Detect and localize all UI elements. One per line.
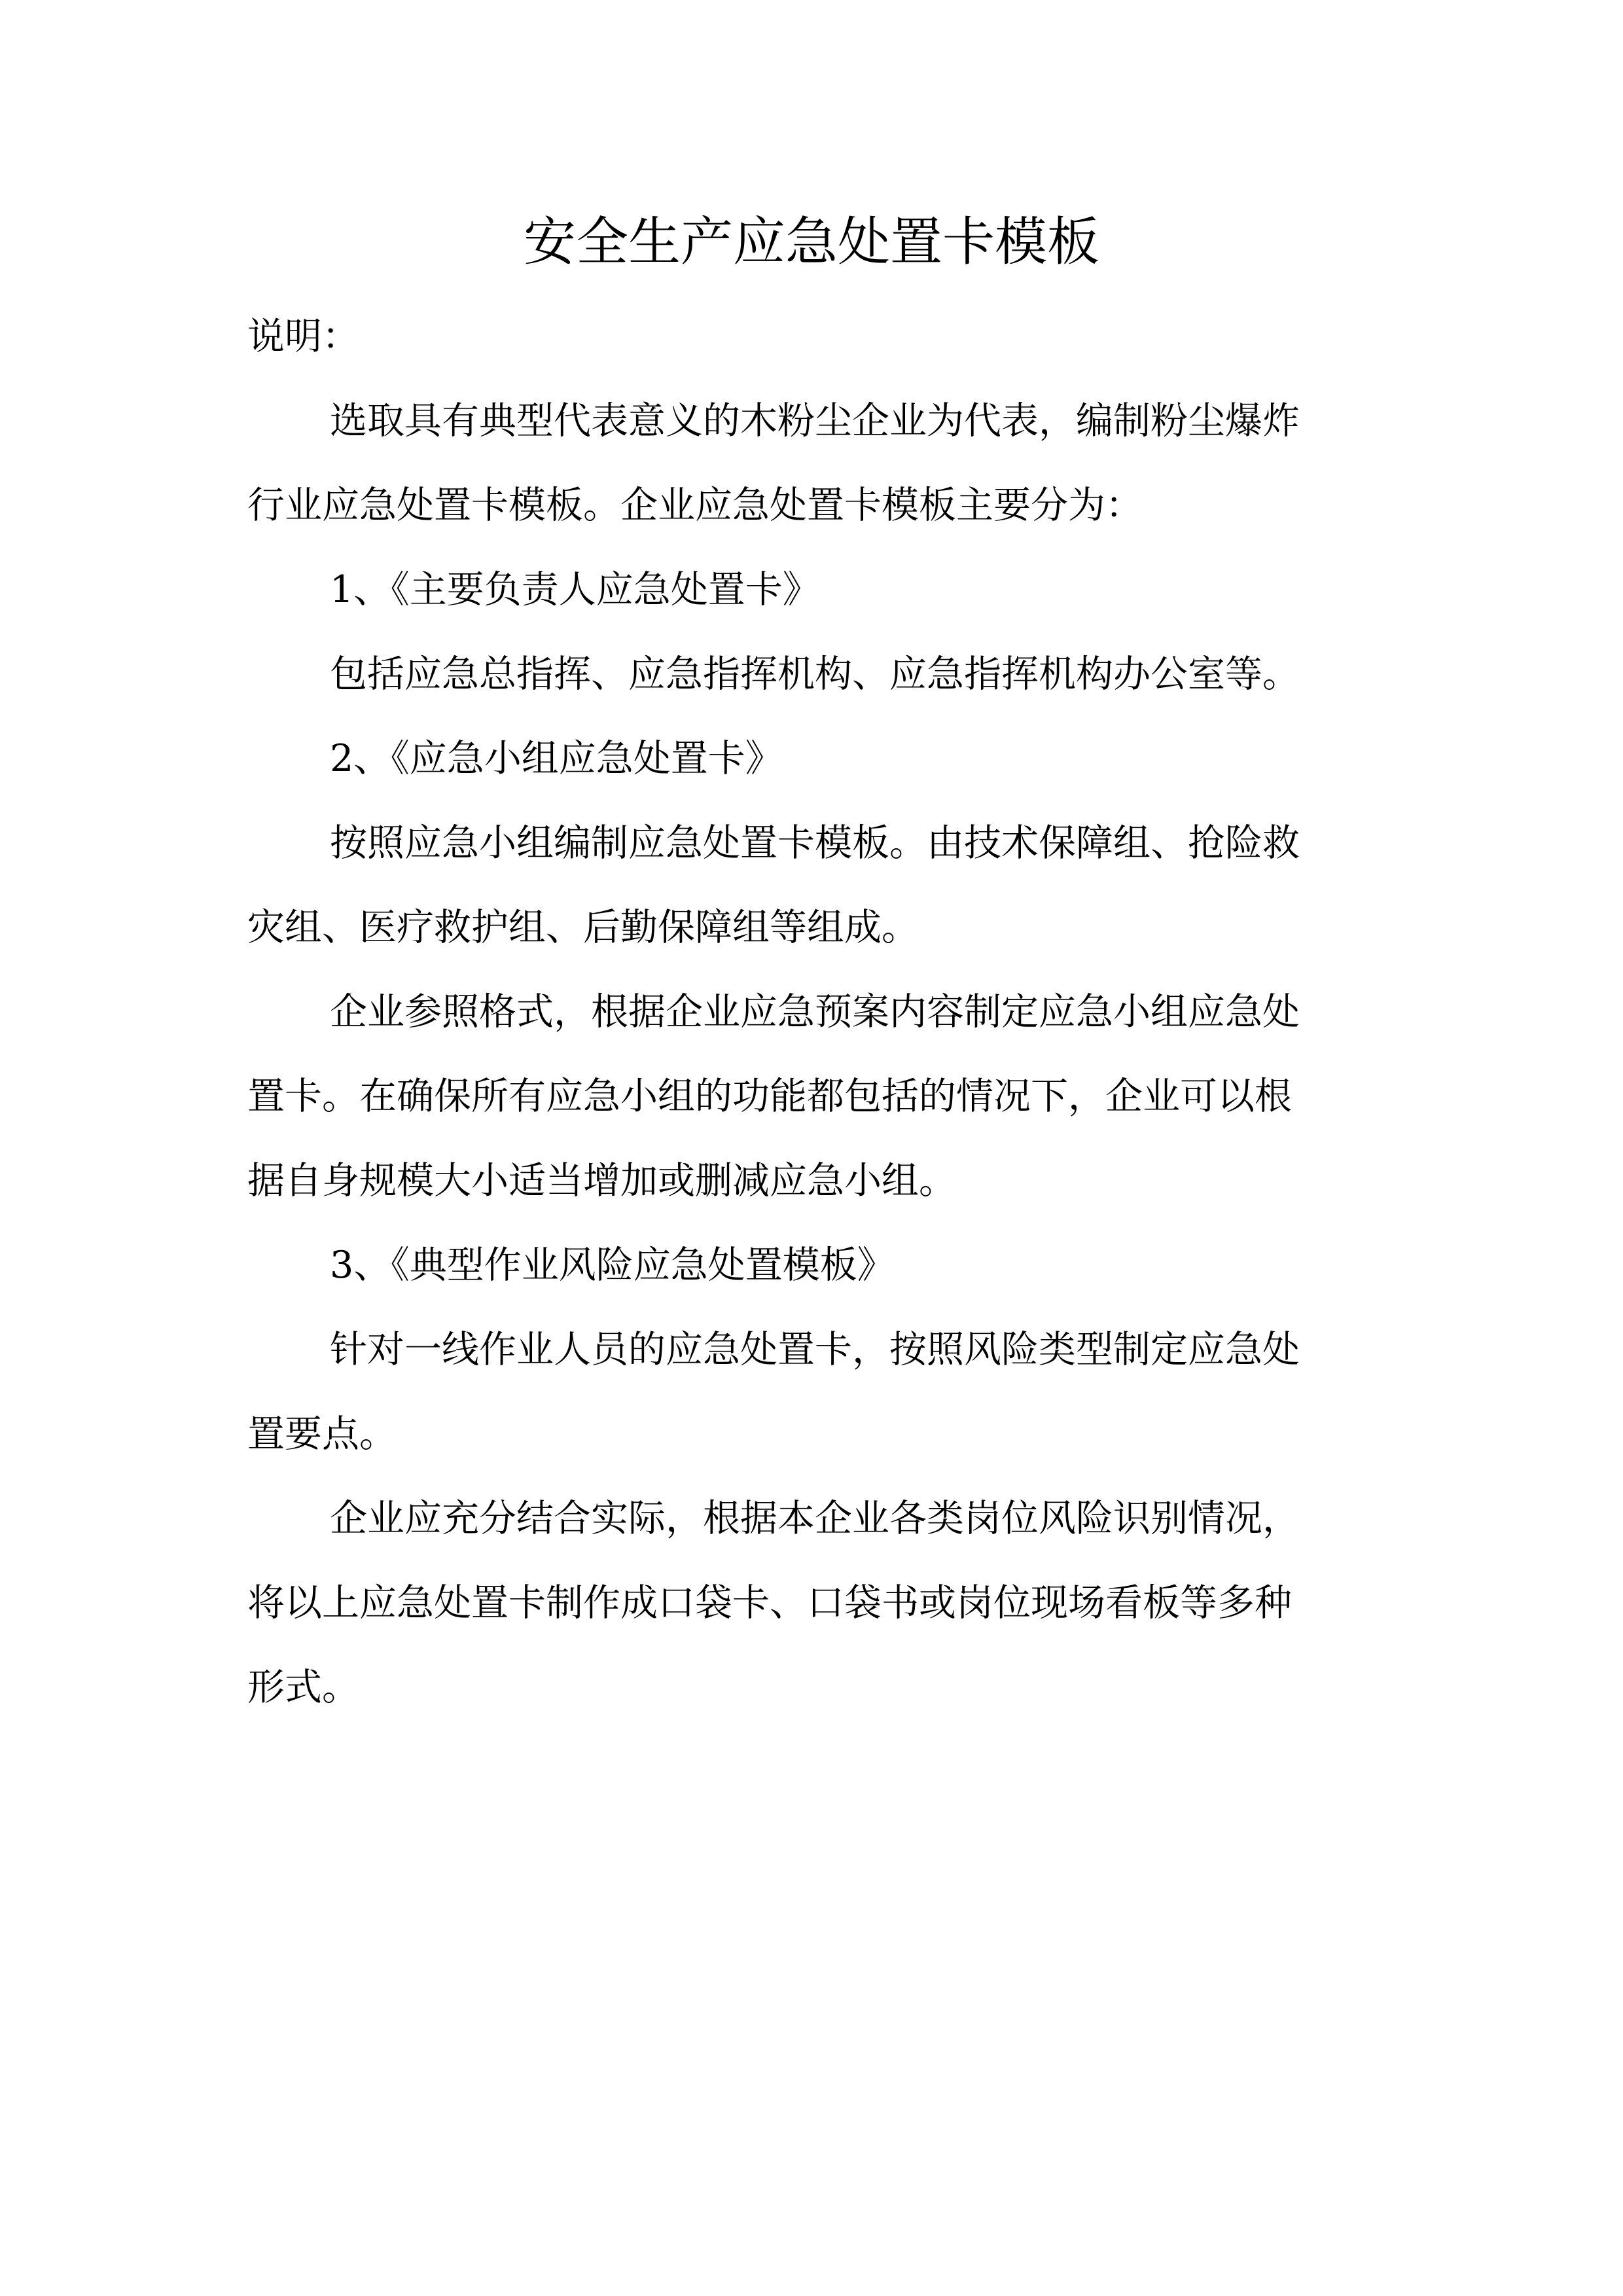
text-line: 包括应急总指挥、应急指挥机构、应急指挥机构办公室等。 [330, 653, 1300, 696]
list-heading: 3、《典型作业风险应急处置模板》 [330, 1244, 895, 1287]
text-line: 灾组、医疗救护组、后勤保障组等组成。 [247, 906, 919, 949]
text-line: 行业应急处置卡模板。企业应急处置卡模板主要分为： [247, 484, 1143, 527]
text-line: 说明： [247, 315, 359, 358]
text-line: 按照应急小组编制应急处置卡模板。由技术保障组、抢险救 [330, 821, 1300, 865]
page-title: 安全生产应急处置卡模板 [524, 211, 1099, 272]
text-line: 置卡。在确保所有应急小组的功能都包括的情况下，企业可以根 [247, 1075, 1292, 1118]
text-line: 据自身规模大小适当增加或删减应急小组。 [247, 1159, 956, 1202]
text-line: 企业应充分结合实际，根据本企业各类岗位风险识别情况， [330, 1497, 1300, 1540]
text-line: 针对一线作业人员的应急处置卡，按照风险类型制定应急处 [330, 1328, 1300, 1371]
text-line: 将以上应急处置卡制作成口袋卡、口袋书或岗位现场看板等多种 [247, 1581, 1292, 1624]
list-heading: 1、《主要负责人应急处置卡》 [330, 568, 820, 611]
document-body [247, 295, 1381, 1730]
text-line: 选取具有典型代表意义的木粉尘企业为代表，编制粉尘爆炸 [330, 399, 1300, 442]
text-line: 企业参照格式，根据企业应急预案内容制定应急小组应急处 [330, 990, 1300, 1033]
text-line: 置要点。 [247, 1412, 397, 1456]
text-line: 形式。 [247, 1666, 359, 1709]
list-heading: 2、《应急小组应急处置卡》 [330, 737, 783, 780]
